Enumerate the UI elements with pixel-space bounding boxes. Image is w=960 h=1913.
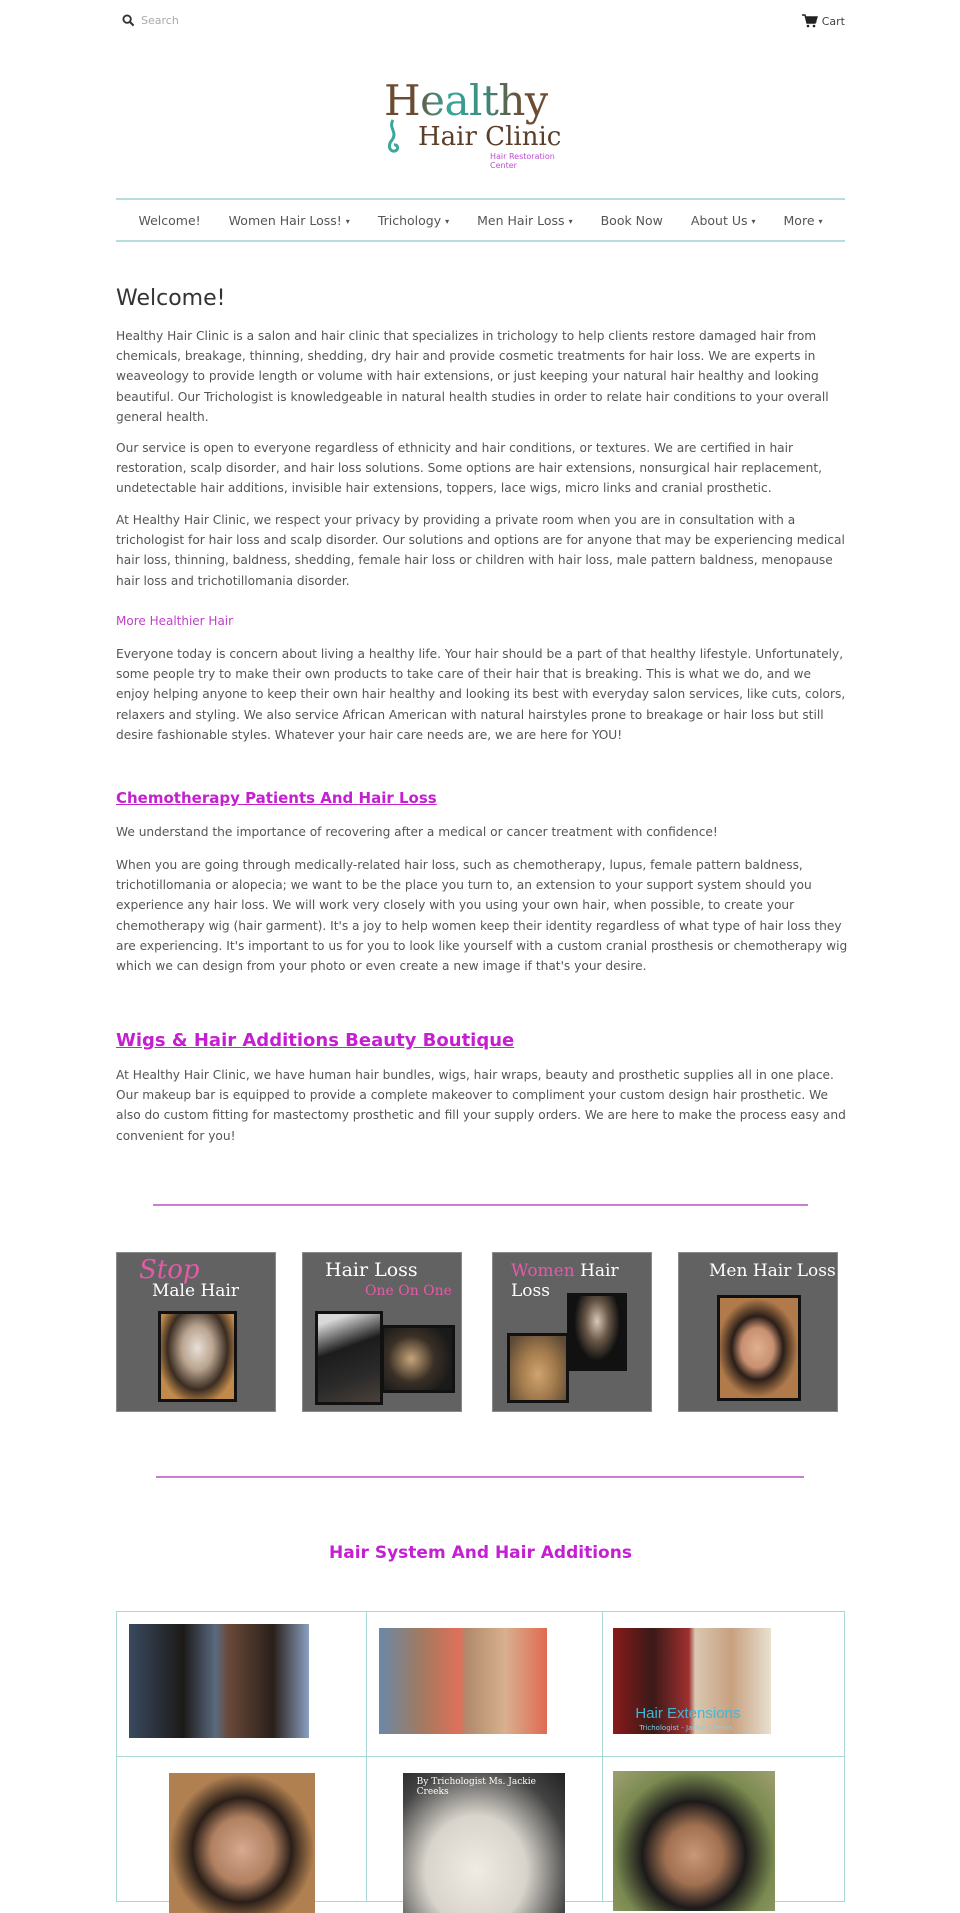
cart-label: Cart: [821, 14, 845, 28]
gallery-heading: Hair System And Hair Additions: [329, 1543, 632, 1563]
tile-men-hair-loss[interactable]: Men Hair Loss: [678, 1252, 838, 1412]
scalp-photo-1: [315, 1311, 383, 1405]
cart-link[interactable]: [802, 14, 845, 28]
chevron-down-icon: ▾: [345, 216, 350, 226]
gallery-cell[interactable]: [117, 1612, 367, 1757]
chemo-heading-link[interactable]: Chemotherapy Patients And Hair Loss: [116, 789, 437, 807]
gallery-cell[interactable]: [603, 1757, 845, 1902]
before-after-topper-image: [379, 1628, 547, 1734]
man-portrait-photo: [717, 1295, 801, 1401]
search-icon[interactable]: [122, 14, 135, 27]
nav-welcome[interactable]: Welcome!: [138, 212, 201, 228]
shopping-cart-icon: [802, 14, 818, 28]
intro-paragraph: Healthy Hair Clinic is a salon and hair clinic that specializes in trichology to help clients restore damaged hair from chemicals, breakage, thinning, shedding, dry hair and provide cosmetic treatments for hair loss. We are experts in weaveology to provide length or volume with hair extensions, or just keeping your natural hair healthy and looking beautiful. Our Trichologist is knowledgeable in natural health studies in order to relate hair conditions to your overall general health.: [116, 329, 829, 424]
privacy-paragraph: At Healthy Hair Clinic, we respect your privacy by providing a private room when you are in consultation with a trichologist for hair loss and scalp disorder. Our solutions and options are for anyone that may be experiencing medical hair loss, thinning, baldness, shedding, female hair loss or children with hair loss, male pattern baldness, menopause hair loss and trichotillomania disorder.: [116, 513, 845, 588]
gallery-cell[interactable]: [117, 1757, 367, 1902]
bald-top-photo: [507, 1333, 569, 1403]
scalp-photo-2: [381, 1325, 455, 1393]
chevron-down-icon: ▾: [568, 216, 573, 226]
logo-tagline: Hair Restoration Center: [490, 152, 555, 170]
before-after-women-image: [129, 1624, 309, 1738]
subheading-healthier-hair: More Healthier Hair: [116, 614, 234, 628]
divider: [156, 1476, 804, 1478]
chemo-paragraph: When you are going through medically-related hair loss, such as chemotherapy, lupus, female pattern baldness, trichotillomania or alopecia; we want to be the place you turn to, an extension to your support system should you experience any hair loss. We will work very closely with you using your own hair, when possible, to create your chemotherapy wig (hair garment). It's a joy to help women keep their identity regardless of what type of hair loss they are experiencing. It's important to us for you to look like yourself with a custom cranial prosthesis or chemotherapy wig which we can design from your photo or even create a new image if that's your desire.: [116, 858, 848, 974]
nav-more[interactable]: More ▾: [783, 212, 823, 228]
main-nav: [116, 198, 845, 242]
men-hair-system-image: [169, 1773, 315, 1913]
divider: [153, 1204, 808, 1206]
chevron-down-icon: ▾: [445, 216, 450, 226]
chevron-down-icon: ▾: [818, 216, 823, 226]
men-hair-system-2-image: [613, 1771, 775, 1911]
hair-extensions-image: Hair Extensions Trichologist - Jackie Creeks: [613, 1628, 771, 1734]
nav-women-hair-loss[interactable]: Women Hair Loss! ▾: [228, 212, 350, 228]
nav-about-us[interactable]: About Us ▾: [690, 212, 756, 228]
gallery-cell[interactable]: [603, 1612, 845, 1757]
gallery-cell[interactable]: [366, 1612, 603, 1757]
hair-swirl-icon: [384, 118, 402, 154]
site-logo[interactable]: [380, 76, 580, 170]
search-form[interactable]: [122, 14, 341, 27]
nav-men-hair-loss[interactable]: Men Hair Loss ▾: [477, 212, 573, 228]
gray-hair-system-image: By Trichologist Ms. Jackie Creeks: [403, 1773, 565, 1913]
tile-hair-loss-one-on-one[interactable]: Hair Loss One On One: [302, 1252, 462, 1412]
chemo-intro-paragraph: We understand the importance of recovering after a medical or cancer treatment with confidence!: [116, 825, 718, 839]
service-paragraph: Our service is open to everyone regardless of ethnicity and hair conditions, or textures. We are certified in hair restoration, scalp disorder, and hair loss solutions. Some options are hair extensions, nonsurgical hair replacement, undetectable hair additions, invisible hair extensions, toppers, lace wigs, micro links and cranial prosthetic.: [116, 441, 822, 496]
healthier-hair-paragraph: Everyone today is concern about living a healthy life. Your hair should be a part of that healthy lifestyle. Unfortunately, some people try to make their own products to take care of their hair that is breaking. This is what we do, and we enjoy helping anyone to keep their own hair healthy and looking its best with everyday salon services, like cuts, colors, relaxers and styling. We also service African American with natural hairstyles prone to breakage or hair loss but still desire fashionable styles. Whatever your hair care needs are, we are here for YOU!: [116, 647, 846, 742]
page-title: Welcome!: [116, 286, 226, 311]
nav-book-now[interactable]: Book Now: [600, 212, 663, 228]
bald-head-photo: [158, 1311, 237, 1402]
logo-line1: Healthy: [384, 76, 549, 125]
logo-line2: Hair Clinic: [418, 122, 562, 152]
crown-thinning-photo: [567, 1293, 627, 1371]
chevron-down-icon: ▾: [751, 216, 756, 226]
top-bar: [116, 0, 845, 46]
nav-trichology[interactable]: Trichology ▾: [377, 212, 450, 228]
wigs-paragraph: At Healthy Hair Clinic, we have human hair bundles, wigs, hair wraps, beauty and prosthetic supplies all in one place. Our makeup bar is equipped to provide a complete makeover to compliment your custom design hair prosthetic. We also do custom fitting for mastectomy prosthetic and fill your supply orders. We are here to make the process easy and convenient for you!: [116, 1068, 846, 1143]
tile-stop-male-hair[interactable]: Stop Male Hair: [116, 1252, 276, 1412]
wigs-heading-link[interactable]: Wigs & Hair Additions Beauty Boutique: [116, 1030, 515, 1051]
gallery-cell[interactable]: [366, 1757, 603, 1902]
gallery-table: [116, 1611, 845, 1902]
search-input[interactable]: [141, 14, 341, 27]
tile-women-hair-loss[interactable]: Women Hair Loss: [492, 1252, 652, 1412]
